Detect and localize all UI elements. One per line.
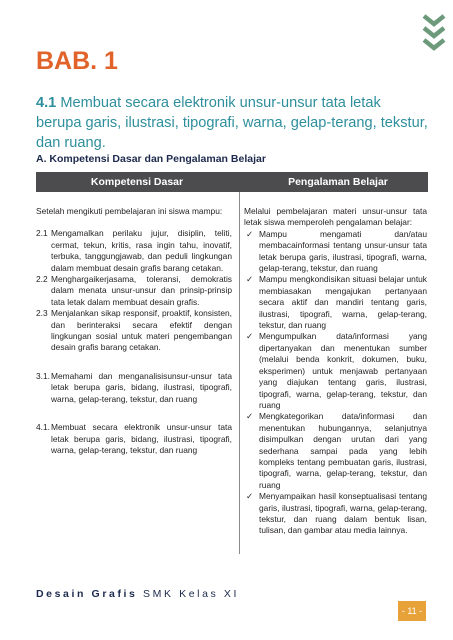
list-item: 2.3 Menjalankan sikap responsif, proaktif, konsisten, dan berinteraksi secara efektif dengan lingkungan sosial untuk materi pengembangan desain grafis barang cetakan. — [36, 308, 232, 353]
list-item: ✓ Mengkategorikan data/informasi dan menentukan hubungannya, selanjutnya disimpulkan dengan urutan dari yang sederhana sampai pada yang lebih kompleks tentang pembuatan garis, ilustrasi, tipografi, warna, gelap-terang, tekstur, dan ruang — [246, 411, 427, 490]
list-item: 2.2 Menghargaikerjasama, toleransi, demokratis dalam menata unsur-unsur dan prinsip-prinsip tata letak dalam membuat desain grafis. — [36, 274, 232, 307]
list-item: ✓ Menyampaikan hasil konseptualisasi tentang garis, ilustrasi, tipografi, warna, gelap-terang, tekstur, dan ruang dalam bentuk lisan, tulisan, dan gambar atau media lainnya. — [246, 491, 427, 536]
checkmark-icon: ✓ — [246, 491, 254, 502]
checkmark-icon: ✓ — [246, 228, 254, 239]
checkmark-icon: ✓ — [246, 274, 254, 285]
checkmark-icon: ✓ — [246, 411, 254, 422]
kompetensi-dasar-column — [36, 206, 232, 456]
list-item: ✓ Mampu mengkondisikan situasi belajar untuk membiasakan mengajukan pertanyaan secara aktif dan mandiri tentang garis, ilustrasi, tipografi, warna, gelap-terang, tekstur, dan ruang — [246, 274, 427, 331]
subheading: A. Kompetensi Dasar dan Pengalaman Belajar — [36, 153, 266, 165]
column-divider — [239, 192, 240, 554]
right-intro: Melalui pembelajaran materi unsur-unsur tata letak siswa memperoleh pengalaman belajar: — [244, 206, 427, 228]
list-item: 3.1. Memahami dan menganalisisunsur-unsur tata letak berupa garis, bidang, ilustrasi, tipografi, warna, gelap-terang, tekstur, dan ruang — [36, 370, 232, 404]
footer-bold: Desain Grafis — [36, 588, 138, 600]
pengalaman-belajar-column — [244, 206, 427, 537]
page-number: - 11 - — [398, 601, 426, 621]
left-intro: Setelah mengikuti pembelajaran ini siswa mampu: — [36, 206, 223, 216]
section-title-text: Membuat secara elektronik unsur-unsur tata letak berupa garis, ilustrasi, tipografi, warna, gelap-terang, tekstur, dan ruang. — [36, 95, 428, 151]
footer-book-title — [36, 588, 239, 600]
header-pengalaman-belajar: Pengalaman Belajar — [288, 176, 388, 188]
table-header — [36, 172, 428, 192]
chapter-title: BAB. 1 — [36, 47, 118, 75]
list-item: 4.1. Membuat secara elektronik unsur-unsur tata letak berupa garis, bidang, ilustrasi, tipografi, warna, gelap-terang, tekstur, dan ruang — [36, 422, 232, 455]
list-item: ✓ Mengumpulkan data/informasi yang dipertanyakan dan menentukan sumber (melalui benda konkrit, dokumen, buku, eksperimen) untuk menjawab pertanyaan yang diajukan tentang garis, ilustrasi, tipografi, warna, gelap-terang, tekstur, dan ruang — [246, 331, 427, 410]
triple-chevron-down-icon — [421, 13, 447, 53]
section-number: 4.1 — [36, 95, 57, 111]
section-title — [36, 93, 428, 153]
checkmark-icon: ✓ — [246, 331, 254, 342]
header-kompetensi-dasar: Kompetensi Dasar — [90, 176, 184, 188]
footer-rest: SMK Kelas XI — [143, 588, 240, 600]
list-item: ✓ Mampu mengamati dan/atau membacainformasi tentang unsur-unsur tata letak berupa garis, ilustrasi, tipografi, warna, gelap-terang, tekstur, dan ruang — [246, 228, 427, 274]
list-item: 2.1 Mengamalkan perilaku jujur, disiplin, teliti, cermat, tekun, kritis, rasa ingin tahu, inovatif, terbuka, tanggungjawab, dan peduli lingkungan dalam membuat desain grafis barang cetakan. — [36, 228, 232, 273]
